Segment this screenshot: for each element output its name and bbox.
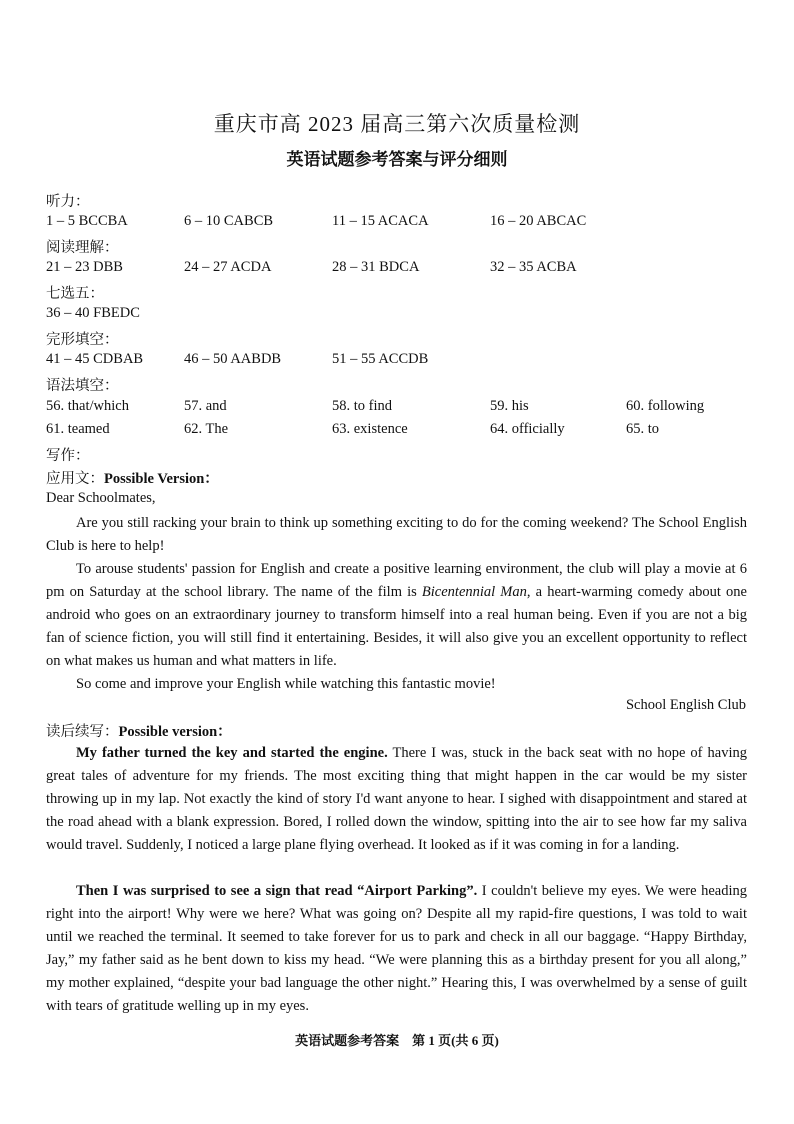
story-paragraph-2-lead: Then I was surprised to see a sign that read “Airport Parking”.	[76, 883, 478, 899]
answer-item: 36 – 40 FBEDC	[46, 305, 140, 321]
answer-item: 11 – 15 ACACA	[332, 213, 429, 229]
answer-item: 24 – 27 ACDA	[184, 259, 272, 275]
answer-item: 64. officially	[490, 421, 565, 437]
answer-item: 28 – 31 BDCA	[332, 259, 420, 275]
continuation-label-bold: Possible version：	[118, 724, 232, 740]
story-paragraph-2	[46, 880, 747, 1018]
film-title: Bicentennial Man	[421, 584, 527, 600]
section-label-cloze: 完形填空：	[46, 332, 119, 348]
continuation-label-prefix: 读后续写：	[46, 724, 119, 740]
letter-paragraph-3: So come and improve your English while watching this fantastic movie!	[76, 676, 496, 692]
letter-paragraph-2	[46, 558, 747, 673]
answer-item: 57. and	[184, 398, 227, 414]
answer-item: 63. existence	[332, 421, 408, 437]
letter-greeting: Dear Schoolmates,	[46, 490, 156, 506]
continuation-label	[46, 720, 232, 741]
answer-item: 32 – 35 ACBA	[490, 259, 577, 275]
answer-item: 62. The	[184, 421, 229, 437]
answer-item: 51 – 55 ACCDB	[332, 351, 429, 367]
section-label-writing: 写作：	[46, 448, 90, 464]
letter-signature: School English Club	[625, 697, 746, 713]
story-paragraph-1-lead: My father turned the key and started the engine.	[76, 745, 388, 761]
section-label-grammar: 语法填空：	[46, 378, 119, 394]
story-paragraph-2-text: I couldn't believe my eyes. We were heading right into the airport! Why were we here? What was going on? Despite all my rapid-fire questions, I was told to wait until we reached the terminal. It seemed to take forever for us to park and check in all our baggage. “Happy Birthday, Jay,” my father said as he bent down to kiss my head. “We were planning this as a birthday present for you all along,” my mother explained, “despite your bad language the other night.” Hearing this, I was overwhelmed by a sense of guilt with tears of gratitude welling up in my eyes.	[46, 883, 747, 1014]
answer-item: 59. his	[490, 398, 529, 414]
letter-paragraph-2-text: To arouse students' passion for English and create a positive learning environment, the club will play a movie at 6 pm on Saturday at the school library. The name of the film is	[46, 561, 747, 600]
answer-item: 65. to	[626, 421, 660, 437]
section-label-reading: 阅读理解：	[46, 240, 119, 256]
answer-item: 60. following	[626, 398, 705, 414]
answer-item: 58. to find	[332, 398, 393, 414]
page-footer: 英语试题参考答案 第 1 页(共 6 页)	[295, 1033, 499, 1048]
section-label-seven: 七选五：	[46, 286, 104, 302]
answer-item: 16 – 20 ABCAC	[490, 213, 587, 229]
answer-item: 56. that/which	[46, 398, 129, 414]
answer-item: 1 – 5 BCCBA	[46, 213, 128, 229]
story-paragraph-1-text: There I was, stuck in the back seat with no hope of having great tales of adventure for my friends. The most exciting thing that might happen in the car would be my sister throwing up in my lap. Not exactly the kind of story I'd want anyone to hear. I sighed with disappointment and stared at the road ahead with a blank expression. Bored, I rolled down the window, spitting into the air to see how far my saliva would travel. Suddenly, I noticed a large plane flying overhead. It looked as if it was coming in for a landing.	[46, 745, 747, 853]
answer-item: 41 – 45 CDBAB	[46, 351, 144, 367]
page-title: 重庆市高 2023 届高三第六次质量检测	[213, 112, 581, 136]
section-label-listening: 听力：	[46, 194, 90, 210]
application-label-bold: Possible Version：	[104, 471, 219, 487]
letter-paragraph-2-rest: , a heart-warming comedy about one android who goes on an extraordinary journey to transform himself into a real human being. Even if you are not a big fan of science fiction, you will still find it entertaining. Besides, it will also give you an excellent opportunity to reflect on what makes us human and what matters in life.	[46, 584, 747, 669]
application-label-prefix: 应用文：	[46, 471, 104, 487]
page-subtitle: 英语试题参考答案与评分细则	[286, 150, 508, 169]
answer-item: 6 – 10 CABCB	[184, 213, 274, 229]
answer-item: 46 – 50 AABDB	[184, 351, 282, 367]
story-paragraph-1	[46, 742, 747, 857]
letter-paragraph-1: Are you still racking your brain to think up something exciting to do for the coming weekend? The School English Club is here to help!	[46, 515, 747, 554]
answer-item: 61. teamed	[46, 421, 110, 437]
answer-item: 21 – 23 DBB	[46, 259, 123, 275]
application-label	[46, 467, 219, 488]
